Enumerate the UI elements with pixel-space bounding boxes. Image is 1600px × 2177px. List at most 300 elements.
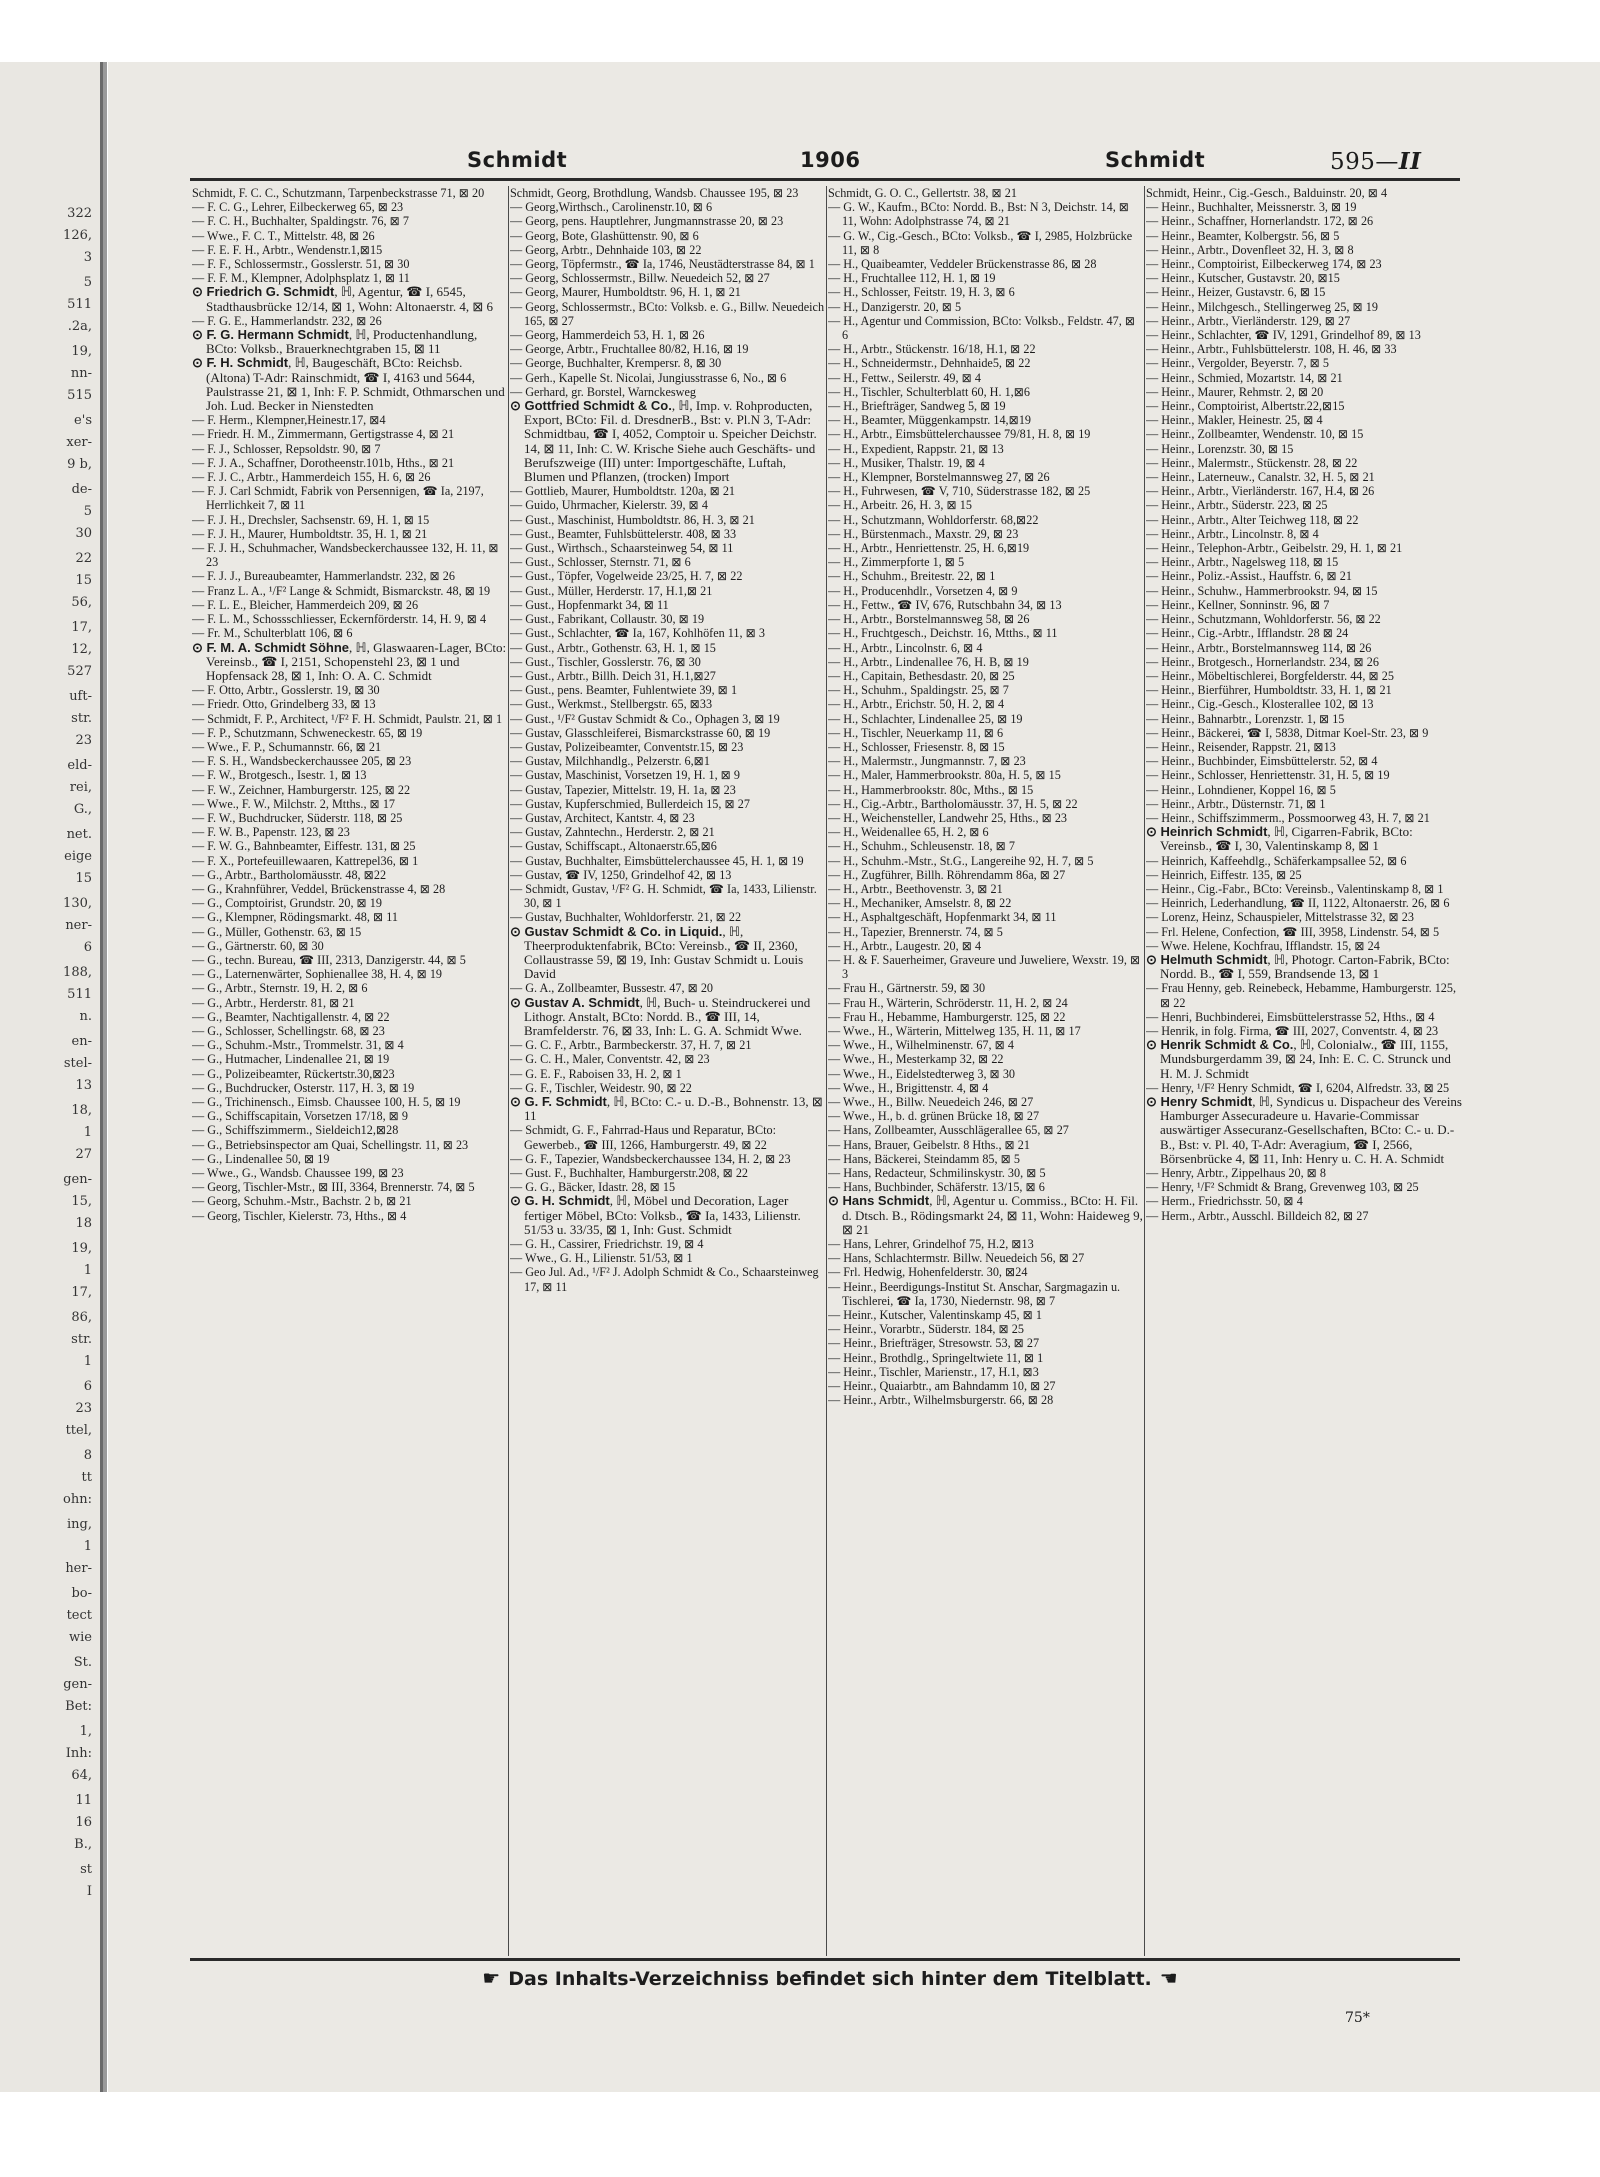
directory-entry: — G., Betriebsinspector am Quai, Schellingstr. 11, ⊠ 23	[192, 1137, 469, 1152]
fragment-text: her-	[65, 1561, 92, 1576]
directory-entry: — Georg, Schlossermstr., BCto: Volksb. e. G., Billw. Neuedeich 165, ⊠ 27	[510, 299, 825, 328]
directory-entry: — Heinr., Schaffner, Hornerlandstr. 172, ⊠ 26	[1146, 214, 1374, 229]
directory-entry: — G., Schuhm.-Mstr., Trommelstr. 31, ⊠ 4	[192, 1038, 404, 1053]
fragment-text: en-	[71, 1034, 92, 1049]
fragment-text: 1	[83, 1354, 92, 1369]
directory-entry: — H., Arbtr., Beethovenstr. 3, ⊠ 21	[828, 881, 1003, 896]
directory-entry: — H., Asphaltgeschäft, Hopfenmarkt 34, ⊠ 11	[828, 910, 1057, 925]
directory-entry: — H., Schuhm.-Mstr., St.G., Langereihe 92, H. 7, ⊠ 5	[828, 853, 1094, 868]
directory-entry: — G., Buchdrucker, Osterstr. 117, H. 3, ⊠ 19	[192, 1080, 415, 1095]
fragment-text: Inh:	[65, 1746, 92, 1761]
directory-entry: Schmidt, G. O. C., Gellertstr. 38, ⊠ 21	[828, 186, 1017, 200]
directory-entry: — Heinr., Zollbeamter, Wendenstr. 10, ⊠ 15	[1146, 427, 1364, 442]
directory-entry: — H., Quaibeamter, Veddeler Brückenstrasse 86, ⊠ 28	[828, 257, 1097, 272]
fragment-text: 1	[83, 1125, 92, 1140]
column-3	[828, 186, 1144, 1956]
fragment-text: 6	[83, 1379, 92, 1394]
directory-entry: — Gust., Tischler, Gosslerstr. 76, ⊠ 30	[510, 654, 701, 669]
directory-entry: — F. C. G., Lehrer, Eilbeckerweg 65, ⊠ 23	[192, 200, 404, 215]
directory-entry: — F. L. E., Bleicher, Hammerdeich 209, ⊠ 26	[192, 597, 419, 612]
directory-entry: — Gust., Beamter, Fuhlsbüttelerstr. 408, ⊠ 33	[510, 526, 737, 541]
signature-mark: 75*	[1345, 2010, 1370, 2026]
directory-entry: Schmidt, F. C. C., Schutzmann, Tarpenbeckstrasse 71, ⊠ 20	[192, 186, 485, 200]
directory-entry: — H., Expedient, Rappstr. 21, ⊠ 13	[828, 441, 1004, 456]
directory-entry: — Hans, Schlachtermstr. Billw. Neuedeich 56, ⊠ 27	[828, 1251, 1085, 1266]
directory-entry: — F. J. A., Schaffner, Dorotheenstr.101b, Hths., ⊠ 21	[192, 455, 455, 470]
directory-entry: — Heinrich, Kaffeehdlg., Schäferkampsallee 52, ⊠ 6	[1146, 853, 1407, 868]
header-rule	[190, 178, 1460, 181]
directory-entry: — Heinr., Schlosser, Henriettenstr. 31, H. 5, ⊠ 19	[1146, 768, 1390, 783]
directory-entry: — Henry, Arbtr., Zippelhaus 20, ⊠ 8	[1146, 1166, 1327, 1181]
directory-entry: — Frau H., Wärterin, Schröderstr. 11, H. 2, ⊠ 24	[828, 995, 1068, 1010]
directory-entry: — Heinr., Kellner, Sonninstr. 96, ⊠ 7	[1146, 597, 1330, 612]
directory-entry: — H., Arbtr., Eimsbüttelerchaussee 79/81, H. 8, ⊠ 19	[828, 427, 1091, 442]
directory-entry: ⊙ Heinrich Schmidt, ℍ, Cigarren-Fabrik, BCto: Vereinsb., ☎ I, 30, Valentinskamp 8, ⊠ 1	[1146, 824, 1413, 854]
fragment-text: 5	[83, 504, 92, 519]
directory-entry: — Heinr., Cig.-Gesch., Klosterallee 102, ⊠ 13	[1146, 697, 1374, 712]
directory-entry: — Franz L. A., ¹/F² Lange & Schmidt, Bismarckstr. 48, ⊠ 19	[192, 583, 491, 598]
fragment-text: 9 b,	[67, 457, 92, 472]
directory-entry: — F. F. M., Klempner, Adolphsplatz 1, ⊠ 11	[192, 271, 410, 286]
directory-entry: — Gustav, Milchhandlg., Pelzerstr. 6,⊠1	[510, 754, 710, 769]
directory-entry: — F. J. J., Bureaubeamter, Hammerlandstr. 232, ⊠ 26	[192, 569, 455, 584]
directory-entry: — H., Schutzmann, Wohldorferstr. 68,⊠22	[828, 512, 1039, 527]
footer-note-text: Das Inhalts-Verzeichniss befindet sich hinter dem Titelblatt.	[508, 1968, 1152, 1990]
fragment-text: 322	[67, 206, 92, 221]
directory-entry: — G. E. F., Raboisen 33, H. 2, ⊠ 1	[510, 1066, 682, 1081]
directory-entry: — Gust., Schlachter, ☎ Ia, 167, Kohlhöfen 11, ⊠ 3	[510, 626, 765, 641]
directory-entry: — Heinr., Bierführer, Humboldtstr. 33, H. 1, ⊠ 21	[1146, 683, 1392, 698]
directory-entry: — Heinr., Beerdigungs-Institut St. Anschar, Sargmagazin u. Tischlerei, ☎ Ia, 1730, Niedernstr. 98, ⊠ 7	[828, 1279, 1121, 1308]
fragment-text: 511	[67, 987, 92, 1002]
directory-entry: — Gustav, Schiffscapt., Altonaerstr.65,⊠6	[510, 839, 717, 854]
directory-entry: — Friedr. Otto, Grindelberg 33, ⊠ 13	[192, 697, 376, 712]
directory-entry: — Heinr., Arbtr., Vierländerstr. 129, ⊠ 27	[1146, 313, 1351, 328]
fragment-text: 130,	[63, 896, 92, 911]
column-divider	[826, 186, 827, 1956]
directory-entry: — Heinr., Arbtr., Dovenfleet 32, H. 3, ⊠ 8	[1146, 242, 1354, 257]
directory-entry: — Georg, Töpfermstr., ☎ Ia, 1746, Neustädterstrasse 84, ⊠ 1	[510, 257, 815, 272]
directory-entry: — H., Tischler, Neuerkamp 11, ⊠ 6	[828, 725, 1004, 740]
directory-entry: — Heinr., Arbtr., Vierländerstr. 167, H.4, ⊠ 26	[1146, 484, 1375, 499]
directory-entry: — F. C. H., Buchhalter, Spaldingstr. 76, ⊠ 7	[192, 214, 409, 229]
directory-entry: — Wwe., H., Eidelstedterweg 3, ⊠ 30	[828, 1066, 1016, 1081]
directory-entry: — H., Fuhrwesen, ☎ V, 710, Süderstrasse 182, ⊠ 25	[828, 484, 1091, 499]
directory-entry: — G., Polizeibeamter, Rückertstr.30,⊠23	[192, 1066, 395, 1081]
fragment-text: 56,	[71, 595, 92, 610]
directory-entry: — G., Müller, Gothenstr. 63, ⊠ 15	[192, 924, 362, 939]
fragment-text: tt	[81, 1470, 92, 1485]
fragment-text: e's	[74, 413, 92, 428]
fragment-text: 15	[75, 871, 92, 886]
directory-entry: — Frau Henny, geb. Reinebeck, Hebamme, Hamburgerstr. 125, ⊠ 22	[1146, 981, 1457, 1010]
directory-entry: — Wwe., H., Mesterkamp 32, ⊠ 22	[828, 1052, 1004, 1067]
footer-note	[430, 1966, 1230, 1996]
directory-entry: ⊙ Helmuth Schmidt, ℍ, Photogr. Carton-Fabrik, BCto: Nordd. B., ☎ I, 559, Brandsende 13, ⊠ 1	[1146, 951, 1450, 982]
directory-entry: — H., Zugführer, Billh. Röhrendamm 86a, ⊠ 27	[828, 867, 1066, 882]
directory-entry: — H., Arbtr., Erichstr. 50, H. 2, ⊠ 4	[828, 697, 1005, 712]
directory-entry: — Heinr., Arbtr., Lincolnstr. 8, ⊠ 4	[1146, 526, 1319, 541]
directory-entry: — G., Hutmacher, Lindenallee 21, ⊠ 19	[192, 1052, 390, 1067]
directory-entry: — Wwe., F. P., Schumannstr. 66, ⊠ 21	[192, 739, 382, 754]
fragment-text: B.,	[74, 1837, 92, 1852]
fragment-text: gen-	[63, 1172, 92, 1187]
directory-entry: — H., Arbeitr. 26, H. 3, ⊠ 15	[828, 498, 972, 513]
directory-entry: — Heinr., Cig.-Fabr., BCto: Vereinsb., Valentinskamp 8, ⊠ 1	[1146, 881, 1444, 896]
header-page-number	[1330, 148, 1421, 175]
directory-entry: — George, Arbtr., Fruchtallee 80/82, H.16, ⊠ 19	[510, 342, 749, 357]
fragment-text: 126,	[63, 228, 92, 243]
directory-entry: — H., Producenhdlr., Vorsetzen 4, ⊠ 9	[828, 583, 1018, 598]
directory-entry: — Gustav, Buchhalter, Wohldorferstr. 21, ⊠ 22	[510, 910, 742, 925]
directory-entry: — Georg, Tischler, Kielerstr. 73, Hths., ⊠ 4	[192, 1208, 407, 1223]
header-left-keyword: Schmidt	[467, 148, 568, 172]
pointing-hand-icon: ☚	[1159, 1966, 1178, 1990]
directory-entry: — Wwe., H., b. d. grünen Brücke 18, ⊠ 27	[828, 1109, 1040, 1124]
directory-entry: — Heinr., Vorarbtr., Süderstr. 184, ⊠ 25	[828, 1322, 1024, 1337]
book-gutter	[103, 62, 107, 2092]
directory-entry: — Gust., Arbtr., Billh. Deich 31, H.1,⊠27	[510, 668, 716, 683]
directory-entry: — G., Lindenallee 50, ⊠ 19	[192, 1151, 330, 1166]
fragment-text: stel-	[63, 1056, 92, 1071]
directory-entry: — Heinr., Arbtr., Nagelsweg 118, ⊠ 15	[1146, 555, 1339, 570]
directory-entry: — H., Capitain, Bethesdastr. 20, ⊠ 25	[828, 668, 1015, 683]
fragment-text: 1	[83, 1539, 92, 1554]
directory-entry: — G., Schlosser, Schellingstr. 68, ⊠ 23	[192, 1023, 385, 1038]
page-header	[190, 136, 1460, 176]
page-number: 595—	[1330, 149, 1399, 175]
directory-entry: — G., Klempner, Rödingsmarkt. 48, ⊠ 11	[192, 910, 398, 925]
directory-entry: — Wwe., H., Wilhelminenstr. 67, ⊠ 4	[828, 1038, 1014, 1053]
directory-entry: — F. J. H., Maurer, Humboldtstr. 35, H. 1, ⊠ 21	[192, 526, 428, 541]
directory-entry: — H., Zimmerpforte 1, ⊠ 5	[828, 555, 965, 570]
directory-entry: — H., Musiker, Thalstr. 19, ⊠ 4	[828, 455, 985, 470]
directory-entry: — H., Weichensteller, Landwehr 25, Hths., ⊠ 23	[828, 810, 1068, 825]
directory-entry: — Heinr., Schlachter, ☎ IV, 1291, Grindelhof 89, ⊠ 13	[1146, 328, 1421, 343]
fragment-text: ohn:	[63, 1492, 92, 1507]
directory-entry: — Heinr., Beamter, Kolbergstr. 56, ⊠ 5	[1146, 228, 1340, 243]
directory-entry: ⊙ F. G. Hermann Schmidt, ℍ, Productenhandlung, BCto: Volksb., Brauerknechtgraben 15, ⊠ 11	[192, 327, 478, 357]
directory-entry: — Hans, Zollbeamter, Ausschlägerallee 65, ⊠ 27	[828, 1123, 1069, 1138]
directory-entry: — H. & F. Sauerheimer, Graveure und Juweliere, Wexstr. 19, ⊠ 3	[828, 952, 1141, 982]
fragment-text: .2a,	[67, 319, 92, 334]
directory-entry: — Fr. M., Schulterblatt 106, ⊠ 6	[192, 626, 353, 641]
directory-entry: — H., Maler, Hammerbrookstr. 80a, H. 5, ⊠ 15	[828, 768, 1061, 783]
directory-entry: — Gustav, Zahntechn., Herderstr. 2, ⊠ 21	[510, 825, 715, 840]
directory-entry: — H., Briefträger, Sandweg 5, ⊠ 19	[828, 399, 1006, 414]
directory-entry: — Heinr., Laterneuw., Canalstr. 32, H. 5, ⊠ 21	[1146, 470, 1375, 485]
fragment-text: 18,	[71, 1103, 92, 1118]
directory-entry: — F. W., Buchdrucker, Süderstr. 118, ⊠ 25	[192, 810, 403, 825]
directory-entry: — Gustav, ☎ IV, 1250, Grindelhof 42, ⊠ 13	[510, 867, 732, 882]
fragment-text: net.	[66, 827, 92, 842]
directory-entry: — H., Fettw., Seilerstr. 49, ⊠ 4	[828, 370, 981, 385]
directory-entry: — H., Beamter, Müggenkampstr. 14,⊠19	[828, 413, 1032, 428]
directory-entry: — G., Beamter, Nachtigallenstr. 4, ⊠ 22	[192, 1009, 390, 1024]
directory-entry: — Hans, Redacteur, Schmilinskystr. 30, ⊠ 5	[828, 1166, 1046, 1181]
directory-entry: — Gust., Maschinist, Humboldtstr. 86, H. 3, ⊠ 21	[510, 512, 755, 527]
fragment-text: tect	[66, 1608, 92, 1623]
scan-margin-top	[0, 0, 1600, 55]
directory-entry: — Heinr., Arbtr., Wilhelmsburgerstr. 66, ⊠ 28	[828, 1393, 1054, 1408]
fragment-text: st	[80, 1862, 92, 1877]
directory-entry: — G., techn. Bureau, ☎ III, 2313, Danzigerstr. 44, ⊠ 5	[192, 952, 466, 967]
directory-entry: — Lorenz, Heinz, Schauspieler, Mittelstrasse 32, ⊠ 23	[1146, 910, 1414, 925]
fragment-text: 511	[67, 297, 92, 312]
directory-entry: — Georg, Hammerdeich 53, H. 1, ⊠ 26	[510, 328, 705, 343]
directory-entry: — Gustav, Glasschleiferei, Bismarckstrasse 60, ⊠ 19	[510, 725, 771, 740]
directory-entry: — Frl. Hedwig, Hohenfelderstr. 30, ⊠24	[828, 1265, 1028, 1280]
directory-entry: — Henri, Buchbinderei, Eimsbüttelerstrasse 52, Hths., ⊠ 4	[1146, 1009, 1435, 1024]
directory-entry: — Heinr., Milchgesch., Stellingerweg 25, ⊠ 19	[1146, 299, 1378, 314]
scan-margin-bottom	[0, 2092, 1600, 2177]
directory-entry: — F. J. H., Drechsler, Sachsenstr. 69, H. 1, ⊠ 15	[192, 512, 430, 527]
column-divider	[1144, 186, 1145, 1956]
directory-entry: — Heinr., Lohndiener, Koppel 16, ⊠ 5	[1146, 782, 1336, 797]
fragment-text: 188,	[63, 965, 92, 980]
directory-entry: — Gustav, Tapezier, Mittelstr. 19, H. 1a, ⊠ 23	[510, 782, 736, 797]
directory-entry: — Gust., pens. Beamter, Fuhlentwiete 39, ⊠ 1	[510, 683, 738, 698]
directory-entry: — Wwe., F. C. T., Mittelstr. 48, ⊠ 26	[192, 228, 375, 243]
directory-entry: — Guido, Uhrmacher, Kielerstr. 39, ⊠ 4	[510, 498, 708, 513]
directory-entry: — H., Schneidermstr., Dehnhaide5, ⊠ 22	[828, 356, 1031, 371]
directory-entry: — Heinr., Quaiarbtr., am Bahndamm 10, ⊠ 27	[828, 1379, 1056, 1394]
directory-entry: — F. G. E., Hammerlandstr. 232, ⊠ 26	[192, 313, 382, 328]
fragment-text: 16	[75, 1815, 92, 1830]
fragment-text: bo-	[71, 1586, 92, 1601]
directory-entry: — Gustav, Maschinist, Vorsetzen 19, H. 1, ⊠ 9	[510, 768, 741, 783]
directory-entry: — Heinr., Arbtr., Düsternstr. 71, ⊠ 1	[1146, 796, 1326, 811]
directory-entry: — Gust., Müller, Herderstr. 17, H.1,⊠ 21	[510, 583, 713, 598]
directory-entry: — H., Arbtr., Henriettenstr. 25, H. 6,⊠19	[828, 541, 1030, 556]
directory-entry: — H., Tischler, Schulterblatt 60, H. 1,⊠6	[828, 384, 1031, 399]
directory-entry: — Schmidt, G. F., Fahrrad-Haus und Reparatur, BCto: Gewerbeb., ☎ III, 1266, Hamburgerstr. 49, ⊠ 22	[510, 1123, 776, 1152]
directory-entry: — Wwe., H., Billw. Neuedeich 246, ⊠ 27	[828, 1095, 1034, 1109]
directory-entry: — Heinr., Malermstr., Stückenstr. 28, ⊠ 22	[1146, 455, 1358, 470]
directory-entry: Schmidt, Georg, Brothdlung, Wandsb. Chaussee 195, ⊠ 23	[510, 186, 799, 200]
directory-entry: — H., Mechaniker, Amselstr. 8, ⊠ 22	[828, 896, 1012, 911]
page-volume: II	[1398, 148, 1422, 175]
directory-entry: — Heinr., Lorenzstr. 30, ⊠ 15	[1146, 441, 1294, 456]
directory-entry: — Frau H., Hebamme, Hamburgerstr. 125, ⊠ 22	[828, 1009, 1066, 1024]
directory-entry: — H., Arbtr., Lindenallee 76, H. B, ⊠ 19	[828, 654, 1029, 669]
fragment-text: I	[86, 1884, 92, 1899]
column-1	[192, 186, 508, 1956]
fragment-text: Bet:	[65, 1699, 92, 1714]
directory-entry: — G., Arbtr., Herderstr. 81, ⊠ 21	[192, 995, 355, 1010]
directory-entry: — Geo Jul. Ad., ¹/F² J. Adolph Schmidt & Co., Schaarsteinweg 17, ⊠ 11	[510, 1265, 819, 1294]
directory-entry: — Wwe., H., Brigittenstr. 4, ⊠ 4	[828, 1080, 989, 1095]
directory-entry: — Frau H., Gärtnerstr. 59, ⊠ 30	[828, 981, 986, 996]
fragment-text: 11	[75, 1793, 92, 1808]
directory-entry: — Herm., Arbtr., Ausschl. Billdeich 82, ⊠ 27	[1146, 1208, 1369, 1223]
directory-entry: — H., Weidenallee 65, H. 2, ⊠ 6	[828, 825, 989, 840]
directory-entry: — Hans, Lehrer, Grindelhof 75, H.2, ⊠13	[828, 1237, 1034, 1252]
directory-entry: — Heinr., Bäckerei, ☎ I, 5838, Ditmar Koel-Str. 23, ⊠ 9	[1146, 725, 1429, 740]
directory-entry: — H., Danzigerstr. 20, ⊠ 5	[828, 299, 962, 314]
directory-entry: — F. W. B., Papenstr. 123, ⊠ 23	[192, 825, 350, 840]
fragment-text: nn-	[70, 366, 92, 381]
fragment-text: eld-	[67, 758, 92, 773]
directory-entry: — Heinr., Tischler, Marienstr., 17, H.1, ⊠3	[828, 1364, 1039, 1379]
directory-entry: — G., Laternenwärter, Sophienallee 38, H. 4, ⊠ 19	[192, 967, 443, 982]
directory-entry: — Georg, Arbtr., Dehnhaide 103, ⊠ 22	[510, 242, 702, 257]
directory-entry: — F. W., Zeichner, Hamburgerstr. 125, ⊠ 22	[192, 782, 411, 797]
directory-entry: — Wwe., G. H., Lilienstr. 51/53, ⊠ 1	[510, 1251, 693, 1266]
header-year: 1906	[800, 148, 861, 172]
pointing-hand-icon: ☛	[482, 1966, 501, 1990]
directory-entry: ⊙ Gustav A. Schmidt, ℍ, Buch- u. Steindruckerei und Lithogr. Anstalt, BCto: Nordd. B., ☎ III, 14, Bramfelderstr. 76, ⊠ 33, Inh: L. G. A. Schmidt Wwe.	[510, 994, 811, 1038]
directory-entry: — Heinr., Poliz.-Assist., Hauffstr. 6, ⊠ 21	[1146, 569, 1352, 584]
fragment-text: 527	[67, 664, 92, 679]
directory-entry: — Heinr., Arbtr., Fuhlsbüttelerstr. 108, H. 46, ⊠ 33	[1146, 342, 1397, 357]
directory-entry: — Wwe., H., Wärterin, Mittelweg 135, H. 11, ⊠ 17	[828, 1023, 1081, 1038]
previous-page-edge	[0, 62, 103, 2092]
directory-entry: — Georg,Wirthsch., Carolinenstr.10, ⊠ 6	[510, 200, 713, 215]
directory-entry: — H., Fettw., ☎ IV, 676, Rutschbahn 34, ⊠ 13	[828, 597, 1062, 612]
directory-entry: — Heinr., Vergolder, Beyerstr. 7, ⊠ 5	[1146, 356, 1329, 371]
directory-entry: — F. W. G., Bahnbeamter, Eiffestr. 131, ⊠ 25	[192, 839, 416, 854]
fragment-text: 8	[83, 1448, 92, 1463]
directory-entry: — H., Malermstr., Jungmannstr. 7, ⊠ 23	[828, 754, 1026, 769]
fragment-text: uft-	[69, 689, 92, 704]
directory-entry: — Gust., Wirthsch., Schaarsteinweg 54, ⊠ 11	[510, 541, 734, 556]
fragment-text: n.	[79, 1009, 92, 1024]
directory-entry: — F. Otto, Arbtr., Gosslerstr. 19, ⊠ 30	[192, 683, 380, 698]
directory-entry: — F. S. H., Wandsbeckerchaussee 205, ⊠ 23	[192, 754, 412, 769]
directory-entry: — H., Schlachter, Lindenallee 25, ⊠ 19	[828, 711, 1023, 726]
directory-entry: — F. J., Schlosser, Repsoldstr. 90, ⊠ 7	[192, 441, 381, 456]
fragment-text: 19,	[71, 344, 92, 359]
directory-entry: — Gust., Schlosser, Sternstr. 71, ⊠ 6	[510, 555, 691, 570]
directory-entry: — G., Arbtr., Sternstr. 19, H. 2, ⊠ 6	[192, 981, 368, 996]
directory-entry: — F. J. Carl Schmidt, Fabrik von Persennigen, ☎ Ia, 2197, Herrlichkeit 7, ⊠ 11	[192, 484, 484, 513]
fragment-text: 23	[75, 1401, 92, 1416]
directory-entry: — Gust., Arbtr., Gothenstr. 63, H. 1, ⊠ 15	[510, 640, 716, 655]
directory-entry: — Gust., ¹/F² Gustav Schmidt & Co., Ophagen 3, ⊠ 19	[510, 711, 780, 726]
directory-entry: — Hans, Brauer, Geibelstr. 8 Hths., ⊠ 21	[828, 1137, 1030, 1152]
directory-entry: — H., Schuhm., Spaldingstr. 25, ⊠ 7	[828, 683, 1009, 698]
directory-entry: — Hans, Bäckerei, Steindamm 85, ⊠ 5	[828, 1151, 1020, 1166]
directory-entry: — Heinr., Briefträger, Stresowstr. 53, ⊠ 27	[828, 1336, 1040, 1351]
directory-entry: — H., Arbtr., Lincolnstr. 6, ⊠ 4	[828, 640, 983, 655]
fragment-text: ttel,	[65, 1423, 92, 1438]
directory-entry: — Heinr., Kutscher, Gustavstr. 20, ⊠15	[1146, 271, 1340, 286]
fragment-text: 15	[75, 573, 92, 588]
directory-entry: — Frl. Helene, Confection, ☎ III, 3958, Lindenstr. 54, ⊠ 5	[1146, 924, 1440, 939]
directory-entry: — Schmidt, F. P., Architect, ¹/F² F. H. Schmidt, Paulstr. 21, ⊠ 1	[192, 711, 503, 726]
fragment-text: G.,	[73, 802, 92, 817]
fragment-text: 515	[67, 388, 92, 403]
directory-entry: — Georg, Bote, Glashüttenstr. 90, ⊠ 6	[510, 228, 699, 243]
directory-entry: — Gerh., Kapelle St. Nicolai, Jungiusstrasse 6, No., ⊠ 6	[510, 370, 787, 385]
directory-entry: ⊙ Hans Schmidt, ℍ, Agentur u. Commiss., BCto: H. Fil. d. Dtsch. B., Rödingsmarkt 24, ⊠ 11, Wohn: Haideweg 9, ⊠ 21	[828, 1193, 1143, 1237]
directory-entry: — Heinr., Heizer, Gustavstr. 6, ⊠ 15	[1146, 285, 1326, 300]
directory-entry: — Heinr., Bahnarbtr., Lorenzstr. 1, ⊠ 15	[1146, 711, 1345, 726]
fragment-text: str.	[71, 711, 92, 726]
directory-entry: — F. F., Schlossermstr., Gosslerstr. 51, ⊠ 30	[192, 257, 410, 272]
directory-entry: — F. J. C., Arbtr., Hammerdeich 155, H. 6, ⊠ 26	[192, 470, 431, 485]
directory-entry: — H., Schlosser, Feitstr. 19, H. 3, ⊠ 6	[828, 285, 1015, 300]
directory-entry: — F. E. F. H., Arbtr., Wendenstr.1,⊠15	[192, 242, 383, 257]
fragment-text: 19,	[71, 1241, 92, 1256]
fragment-text: St.	[73, 1655, 92, 1670]
directory-entry: — Heinr., Cig.-Arbtr., Ifflandstr. 28 ⊠ 24	[1146, 626, 1349, 641]
directory-entry: — George, Buchhalter, Krempersr. 8, ⊠ 30	[510, 356, 722, 371]
directory-entry: — G., Gärtnerstr. 60, ⊠ 30	[192, 938, 324, 953]
directory-entry: — G. C. H., Maler, Conventstr. 42, ⊠ 23	[510, 1052, 710, 1067]
directory-entry: — Heinr., Comptoirist, Albertstr.22,⊠15	[1146, 399, 1345, 414]
fragment-text: eige	[64, 849, 92, 864]
directory-entry: — Gust., Fabrikant, Collaustr. 30, ⊠ 19	[510, 612, 705, 627]
directory-entry: — G. W., Kaufm., BCto: Nordd. B., Bst: N 3, Deichstr. 14, ⊠ 11, Wohn: Adolphstrasse 74, ⊠ 21	[828, 200, 1130, 229]
directory-entry: — Heinr., Schuhw., Hammerbrookstr. 94, ⊠ 15	[1146, 583, 1378, 598]
directory-entry: — Henrik, in folg. Firma, ☎ III, 2027, Conventstr. 4, ⊠ 23	[1146, 1023, 1439, 1038]
directory-entry: ⊙ G. H. Schmidt, ℍ, Möbel und Decoration, Lager fertiger Möbel, BCto: Volksb., ☎ Ia, 1433, Lilienstr. 51/53 u. 33/35, ⊠ 1, Inh: Gust. Schmidt	[510, 1193, 801, 1237]
directory-entry: — Henry, ¹/F² Schmidt & Brang, Grevenweg 103, ⊠ 25	[1146, 1180, 1419, 1195]
directory-entry: ⊙ F. H. Schmidt, ℍ, Baugeschäft, BCto: Reichsb. (Altona) T-Adr: Rainschmidt, ☎ I, 4163 und 5644, Paulstrasse 21, ⊠ 1, Inh: F. P. Schmidt, Othmarschen und Joh. Lud. Becker in Nienstedten	[192, 355, 505, 414]
directory-entry: — G., Schiffszimmerm., Sieldeich12,⊠28	[192, 1123, 399, 1138]
directory-entry: ⊙ F. M. A. Schmidt Söhne, ℍ, Glaswaaren-Lager, BCto: Vereinsb., ☎ I, 2151, Schopenstehl 23, ⊠ 1 und Hopfensack 28, ⊠ 1, Inh: O. A. C. Schmidt	[192, 639, 507, 683]
directory-entry: — Heinr., Schiffszimmerm., Possmoorweg 43, H. 7, ⊠ 21	[1146, 810, 1430, 825]
directory-entry: — Heinr., Reisender, Rappstr. 21, ⊠13	[1146, 739, 1336, 754]
directory-entry: — Schmidt, Gustav, ¹/F² G. H. Schmidt, ☎ Ia, 1433, Lilienstr. 30, ⊠ 1	[510, 881, 817, 911]
directory-entry: — H., Schlosser, Friesenstr. 8, ⊠ 15	[828, 739, 1005, 754]
directory-entry: — Heinrich, Eiffestr. 135, ⊠ 25	[1146, 867, 1302, 882]
directory-entry: — Georg, Schuhm.-Mstr., Bachstr. 2 b, ⊠ 21	[192, 1194, 412, 1209]
fragment-text: de-	[71, 482, 92, 497]
directory-entry: ⊙ Gottfried Schmidt & Co., ℍ, Imp. v. Rohproducten, Export, BCto: Fil. d. DresdnerB., Bst: v. Pl.N 3, T-Adr: Schmidtbau, ☎ I, 4052, Comptoir u. Speicher Deichstr. 14, ⊠ 11, Inh: C. W. Krische Siehe auch Geschäfts- und Berufszweige (III) unter: Importgeschäfte, Luftah, Blumen und Pflanzen, (trocken) Import	[510, 398, 817, 485]
column-2	[510, 186, 826, 1956]
fragment-text: 1	[83, 1263, 92, 1278]
directory-entry: — Heinr., Buchhalter, Meissnerstr. 3, ⊠ 19	[1146, 200, 1357, 215]
directory-entry: — F. Herm., Klempner,Heinestr.17, ⊠4	[192, 413, 386, 428]
directory-entry: — G., Trichinensch., Eimsb. Chaussee 100, H. 5, ⊠ 19	[192, 1095, 461, 1109]
directory-entry: — Heinr., Comptoirist, Eilbeckerweg 174, ⊠ 23	[1146, 257, 1382, 272]
directory-entry: — Gust., Hopfenmarkt 34, ⊠ 11	[510, 597, 669, 612]
directory-entry: — G. F., Tischler, Weidestr. 90, ⊠ 22	[510, 1080, 692, 1095]
directory-entry: — Heinr., Arbtr., Borstelmannsweg 114, ⊠ 26	[1146, 640, 1372, 655]
directory-entry: — Georg, Schlossermstr., Billw. Neuedeich 52, ⊠ 27	[510, 271, 770, 286]
fragment-text: rei,	[69, 780, 92, 795]
column-4	[1146, 186, 1462, 1956]
directory-entry: — Heinr., Arbtr., Süderstr. 223, ⊠ 25	[1146, 498, 1328, 513]
directory-entry: — Georg, Maurer, Humboldtstr. 96, H. 1, ⊠ 21	[510, 285, 741, 300]
fragment-text: 23	[75, 733, 92, 748]
directory-entry: — H., Arbtr., Stückenstr. 16/18, H.1, ⊠ 22	[828, 342, 1036, 357]
directory-entry: — G., Krahnführer, Veddel, Brückenstrasse 4, ⊠ 28	[192, 881, 446, 896]
column-divider	[508, 186, 509, 1956]
fragment-text: ing,	[67, 1517, 92, 1532]
directory-entry: — F. J. H., Schuhmacher, Wandsbeckerchaussee 132, H. 11, ⊠ 23	[192, 541, 499, 570]
fragment-text: 17,	[71, 1285, 92, 1300]
fragment-text: 3	[83, 250, 92, 265]
fragment-text: ner-	[65, 918, 92, 933]
directory-entry: — Herm., Friedrichsstr. 50, ⊠ 4	[1146, 1194, 1303, 1209]
directory-entry: — Gustav, Kupferschmied, Bullerdeich 15, ⊠ 27	[510, 796, 750, 811]
directory-entry: — Wwe. Helene, Kochfrau, Ifflandstr. 15, ⊠ 24	[1146, 938, 1380, 953]
fragment-text: gen-	[63, 1677, 92, 1692]
directory-entry: — G. C. F., Arbtr., Barmbeckerstr. 37, H. 7, ⊠ 21	[510, 1038, 752, 1053]
directory-entry: ⊙ Henrik Schmidt & Co., ℍ, Colonialw., ☎ III, 1155, Mundsburgerdamm 39, ⊠ 24, Inh: E. C. C. Strunck und H. M. J. Schmidt	[1146, 1037, 1451, 1081]
directory-entry: — H., Hammerbrookstr. 80c, Mths., ⊠ 15	[828, 782, 1034, 797]
directory-entry: — G. W., Cig.-Gesch., BCto: Volksb., ☎ I, 2985, Holzbrücke 11, ⊠ 8	[828, 228, 1133, 257]
directory-entry: — Gustav, Buchhalter, Eimsbüttelerchaussee 45, H. 1, ⊠ 19	[510, 853, 804, 868]
directory-entry: — Gust. F., Buchhalter, Hamburgerstr.208, ⊠ 22	[510, 1166, 749, 1181]
directory-entry: — Gust., Werkmst., Stellbergstr. 65, ⊠33	[510, 697, 713, 712]
directory-entry: — Georg, Tischler-Mstr., ⊠ III, 3364, Brennerstr. 74, ⊠ 5	[192, 1180, 475, 1195]
directory-entry: — F. L. M., Schossschliesser, Eckernförderstr. 14, H. 9, ⊠ 4	[192, 612, 487, 627]
